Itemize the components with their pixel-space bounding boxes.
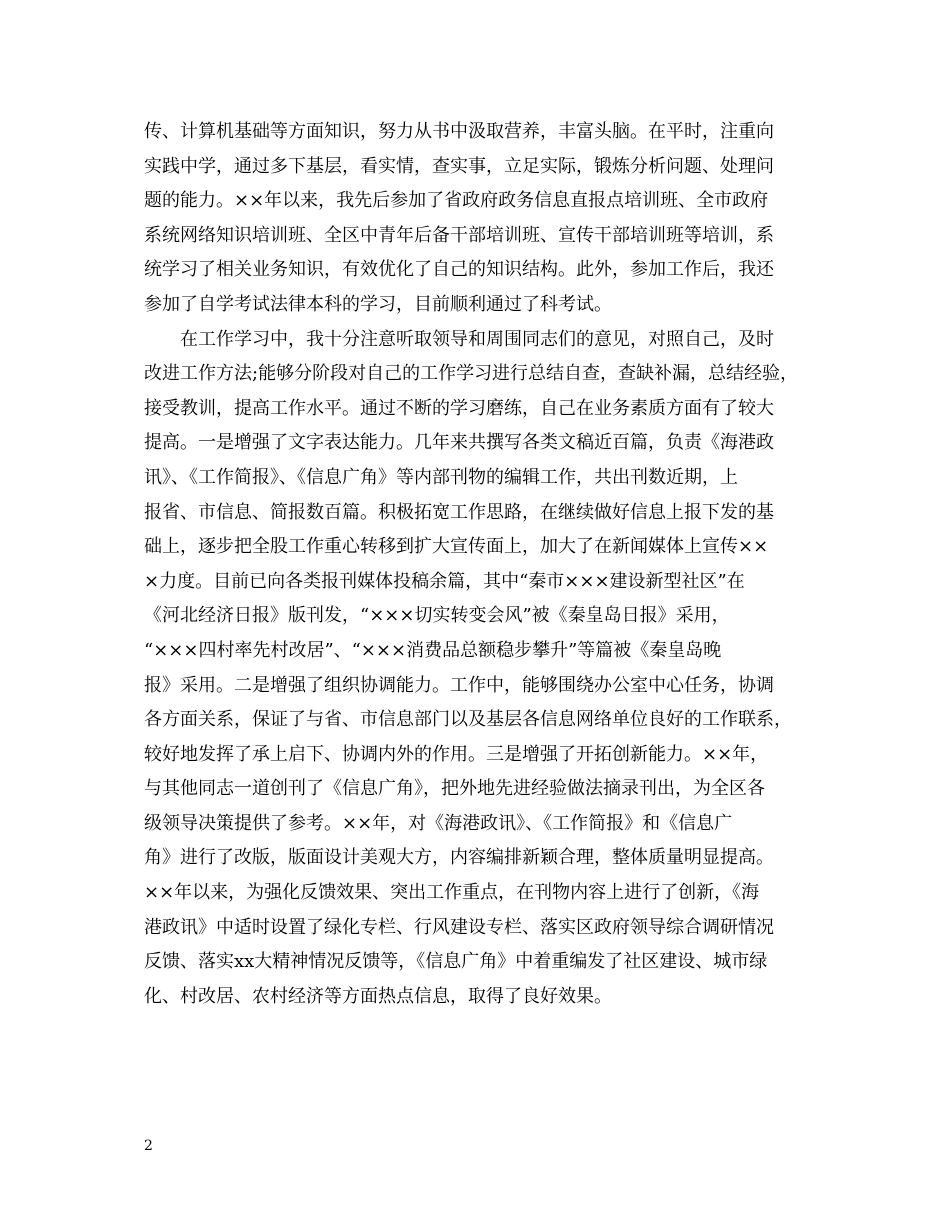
text-line: 反馈、落实xx大精神情况反馈等，《信息广角》中着重编发了社区建设、城市绿 bbox=[144, 951, 768, 973]
text-line: 统学习了相关业务知识，有效优化了自己的知识结构。此外，参加工作后，我还 bbox=[144, 259, 774, 281]
text-line: 改进工作方法;能够分阶段对自己的工作学习进行总结自查，查缺补漏，总结经验， bbox=[144, 363, 799, 385]
text-line: 系统网络知识培训班、全区中青年后备干部培训班、宣传干部培训班等培训，系 bbox=[144, 224, 774, 246]
text-line: 《河北经济日报》版刊发，“×××切实转变会风”被《秦皇岛日报》采用， bbox=[144, 605, 730, 627]
text-line: 港政讯》中适时设置了绿化专栏、行风建设专栏、落实区政府领导综合调研情况 bbox=[144, 916, 774, 938]
text-line: 参加了自学考试法律本科的学习，目前顺利通过了科考试。 bbox=[144, 293, 612, 315]
body-text bbox=[144, 115, 834, 1014]
text-line: 接受教训，提高工作水平。通过不断的学习磨练，自己在业务素质方面有了较大 bbox=[144, 397, 774, 419]
text-line: 报省、市信息、简报数百篇。积极拓宽工作思路，在继续做好信息上报下发的基 bbox=[144, 501, 774, 523]
text-line: 与其他同志一道创刊了《信息广角》，把外地先进经验做法摘录刊出，为全区各 bbox=[144, 778, 765, 800]
text-line: 化、村改居、农村经济等方面热点信息，取得了良好效果。 bbox=[144, 985, 612, 1007]
text-line: ××年以来，为强化反馈效果、突出工作重点，在刊物内容上进行了创新，《海 bbox=[144, 882, 760, 904]
text-line: 各方面关系，保证了与省、市信息部门以及基层各信息网络单位良好的工作联系， bbox=[144, 709, 792, 731]
text-line: 报》采用。二是增强了组织协调能力。工作中，能够围绕办公室中心任务，协调 bbox=[144, 674, 774, 696]
text-line: “×××四村率先村改居”、“×××消费品总额稳步攀升”等篇被《秦皇岛晚 bbox=[144, 639, 722, 661]
text-line: 级领导决策提供了参考。××年，对《海港政讯》、《工作简报》和《信息广 bbox=[144, 812, 733, 834]
text-line: 础上，逐步把全股工作重心转移到扩大宣传面上，加大了在新闻媒体上宣传×× bbox=[144, 536, 769, 558]
text-line: 实践中学，通过多下基层，看实情，查实事，立足实际，锻炼分析问题、处理问 bbox=[144, 155, 774, 177]
text-line: 较好地发挥了承上启下、协调内外的作用。三是增强了开拓创新能力。××年， bbox=[144, 743, 769, 765]
paragraph-start-line: 在工作学习中，我十分注意听取领导和周围同志们的意见，对照自己，及时 bbox=[180, 328, 774, 350]
text-line: ×力度。目前已向各类报刊媒体投稿余篇，其中“秦市×××建设新型社区”在 bbox=[144, 570, 745, 592]
page-number: 2 bbox=[144, 1138, 153, 1154]
text-line: 角》进行了改版，版面设计美观大方，内容编排新颖合理，整体质量明显提高。 bbox=[144, 847, 774, 869]
text-line: 传、计算机基础等方面知识，努力从书中汲取营养，丰富头脑。在平时，注重向 bbox=[144, 121, 774, 142]
text-line: 讯》、《工作简报》、《信息广角》等内部刊物的编辑工作，共出刊数近期，上 bbox=[144, 466, 738, 488]
text-line: 题的能力。××年以来，我先后参加了省政府政务信息直报点培训班、全市政府 bbox=[144, 190, 769, 212]
text-line: 提高。一是增强了文字表达能力。几年来共撰写各类文稿近百篇，负责《海港政 bbox=[144, 432, 774, 454]
